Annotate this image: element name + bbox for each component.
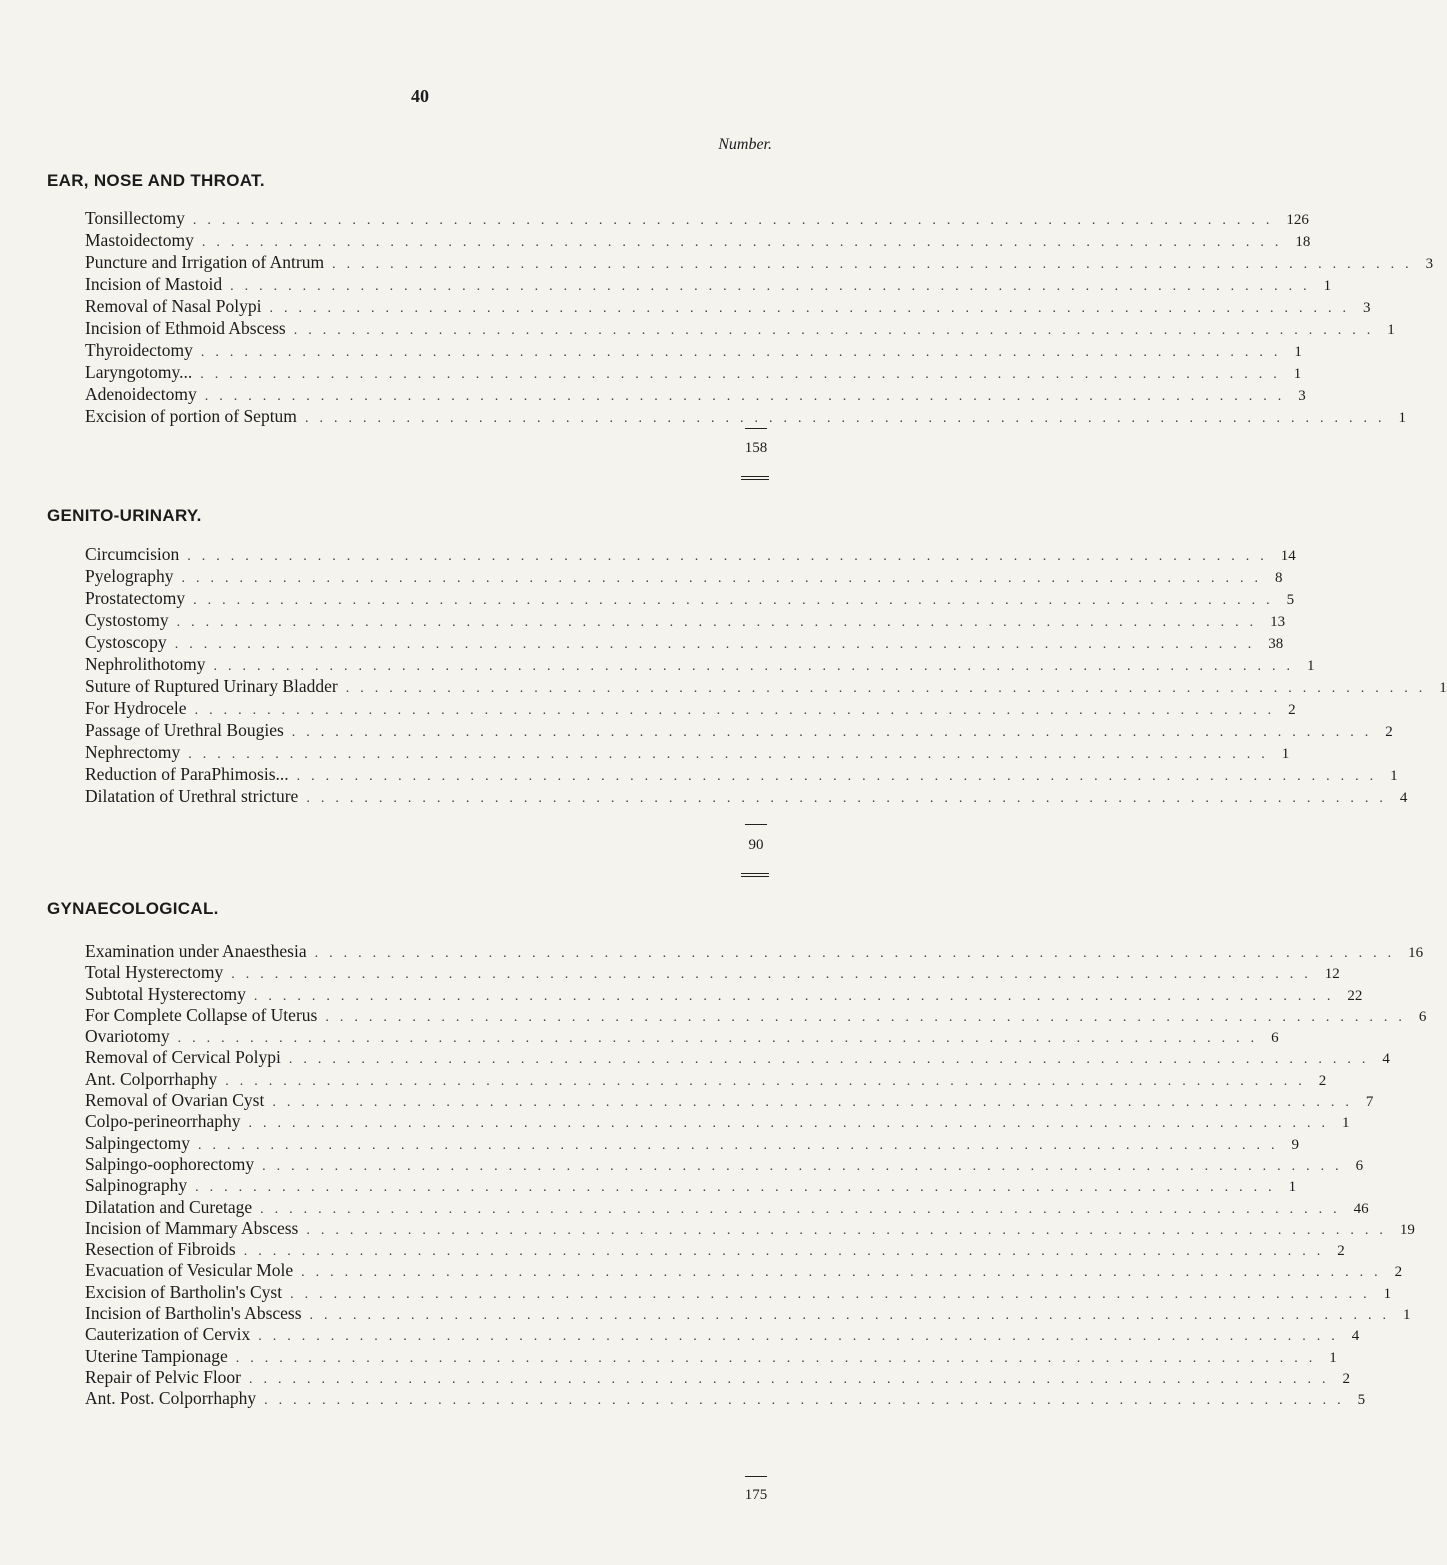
section-title: EAR, NOSE AND THROAT. xyxy=(47,171,265,190)
table-row xyxy=(85,742,1290,764)
procedure-count: 2 xyxy=(1385,724,1393,740)
procedure-label: Incision of Mammary Abscess xyxy=(85,1217,299,1238)
procedure-count: 1 xyxy=(1398,410,1406,426)
leader-dots: ........................................................................... xyxy=(272,1095,1360,1111)
table-row xyxy=(85,208,1309,230)
table-row xyxy=(85,1239,1345,1260)
table-row xyxy=(85,1388,1366,1409)
leader-dots: ........................................................................... xyxy=(264,1393,1352,1409)
procedure-count: 1 xyxy=(1288,1179,1297,1196)
procedure-label: Incision of Ethmoid Abscess xyxy=(85,318,286,338)
table-row xyxy=(85,632,1284,654)
procedure-count: 1 xyxy=(1387,322,1395,338)
procedure-count: 4 xyxy=(1382,1051,1390,1068)
table-row xyxy=(85,1260,1403,1281)
procedure-label: Resection of Fibroids xyxy=(85,1239,236,1260)
leader-dots: ........................................................................... xyxy=(345,681,1434,696)
table-row xyxy=(85,941,1424,962)
procedure-count: 38 xyxy=(1268,636,1284,652)
leader-dots: ........................................................................... xyxy=(194,703,1283,718)
procedure-label: Puncture and Irrigation of Antrum xyxy=(85,252,325,272)
leader-dots: ........................................................................... xyxy=(288,1052,1377,1068)
procedure-label: Colpo-perineorrhaphy xyxy=(85,1111,241,1132)
procedure-label: For Hydrocele xyxy=(85,698,187,718)
leader-dots: ........................................................................... xyxy=(200,367,1288,382)
procedure-label: Cystoscopy xyxy=(85,632,167,652)
procedure-count: 3 xyxy=(1362,300,1371,316)
procedure-count: 1 xyxy=(1293,366,1302,382)
procedure-label: Thyroidectomy xyxy=(85,340,193,360)
table-row xyxy=(85,384,1306,406)
procedure-label: Adenoidectomy xyxy=(85,384,197,404)
procedure-label: Ant. Colporrhaphy xyxy=(85,1068,218,1089)
leader-dots: ........................................................................... xyxy=(213,659,1302,674)
procedure-label: Excision of portion of Septum xyxy=(85,406,297,426)
double-rule xyxy=(741,873,769,877)
leader-dots: ........................................................................... xyxy=(181,571,1269,586)
table-row xyxy=(85,1068,1327,1090)
procedure-count: 1 xyxy=(1307,658,1315,674)
procedure-count: 2 xyxy=(1318,1072,1327,1089)
leader-dots: ........................................................................... xyxy=(304,411,1393,426)
table-row xyxy=(85,1153,1364,1175)
leader-dots: ........................................................................... xyxy=(174,637,1263,652)
leader-dots: ........................................................................... xyxy=(187,549,1275,564)
leader-dots: ........................................................................... xyxy=(314,946,1403,961)
section-genito-urinary xyxy=(47,506,1447,808)
table-row xyxy=(85,1345,1337,1367)
leader-dots: ........................................................................... xyxy=(269,301,1357,316)
table-row xyxy=(85,230,1311,252)
procedure-label: Removal of Cervical Polypi xyxy=(85,1047,281,1068)
table-row xyxy=(85,610,1286,632)
leader-dots: ........................................................................... xyxy=(293,323,1382,338)
table-row xyxy=(85,340,1302,362)
procedure-count: 2 xyxy=(1288,702,1296,718)
leader-dots: ........................................................................... xyxy=(248,1116,1337,1132)
procedure-count: 1 xyxy=(1329,1349,1337,1366)
procedure-label: Salpingectomy xyxy=(85,1132,190,1153)
procedure-count: 7 xyxy=(1365,1094,1374,1111)
procedure-label: Suture of Ruptured Urinary Bladder xyxy=(85,676,338,696)
leader-dots: ........................................................................... xyxy=(306,791,1394,806)
procedure-list xyxy=(85,208,1434,428)
procedure-count: 1 xyxy=(1294,344,1302,360)
procedure-label: Examination under Anaesthesia xyxy=(85,941,307,961)
procedure-label: Dilatation and Curetage xyxy=(85,1196,253,1217)
procedure-count: 1 xyxy=(1439,680,1447,696)
table-row xyxy=(85,1026,1279,1047)
procedure-count: 1 xyxy=(1342,1115,1350,1132)
table-row xyxy=(85,406,1406,428)
leader-dots: ........................................................................... xyxy=(332,257,1420,272)
table-row xyxy=(85,318,1395,340)
table-row xyxy=(85,654,1315,676)
total-rule xyxy=(745,428,767,429)
procedure-count: 2 xyxy=(1337,1243,1345,1260)
procedure-count: 1 xyxy=(1383,1285,1392,1302)
table-row xyxy=(85,296,1371,318)
leader-dots: ........................................................................... xyxy=(192,213,1281,228)
leader-dots: ........................................................................... xyxy=(258,1329,1346,1345)
procedure-count: 3 xyxy=(1298,388,1306,404)
table-row xyxy=(85,1217,1415,1239)
table-row xyxy=(85,544,1296,566)
procedure-label: Excision of Bartholin's Cyst xyxy=(85,1281,283,1302)
procedure-count: 6 xyxy=(1355,1157,1364,1174)
leader-dots: ........................................................................... xyxy=(296,769,1385,784)
procedure-label: Mastoidectomy xyxy=(85,230,194,250)
procedure-label: Nephrolithotomy xyxy=(85,654,206,674)
procedure-count: 3 xyxy=(1425,256,1434,272)
procedure-label: Total Hysterectomy xyxy=(85,962,224,983)
procedure-count: 9 xyxy=(1291,1136,1299,1153)
table-row xyxy=(85,362,1302,384)
procedure-count: 6 xyxy=(1271,1030,1279,1047)
leader-dots: ........................................................................... xyxy=(235,1350,1324,1366)
procedure-count: 6 xyxy=(1418,1008,1427,1025)
table-row xyxy=(85,1047,1390,1068)
procedure-count: 1 xyxy=(1390,768,1398,784)
procedure-label: Repair of Pelvic Floor xyxy=(85,1366,242,1387)
number-column-header: Number. xyxy=(718,136,772,153)
procedure-count: 1 xyxy=(1323,278,1332,294)
procedure-label: Dilatation of Urethral stricture xyxy=(85,786,299,806)
table-row xyxy=(85,698,1296,720)
procedure-count: 16 xyxy=(1408,945,1424,961)
procedure-label: Salpinography xyxy=(85,1175,188,1196)
table-row xyxy=(85,566,1283,588)
procedure-label: Nephrectomy xyxy=(85,742,181,762)
procedure-label: Tonsillectomy xyxy=(85,208,185,228)
table-row xyxy=(85,1111,1350,1132)
table-row xyxy=(85,588,1295,610)
procedure-count: 126 xyxy=(1286,212,1309,228)
table-row xyxy=(85,1004,1427,1026)
total-rule xyxy=(745,824,767,825)
table-row xyxy=(85,1324,1360,1345)
table-row xyxy=(85,764,1398,786)
leader-dots: ........................................................................... xyxy=(290,1286,1378,1302)
procedure-count: 1 xyxy=(1403,1307,1411,1324)
procedure-label: Prostatectomy xyxy=(85,588,186,608)
procedure-label: Reduction of ParaPhimosis... xyxy=(85,764,289,784)
table-row xyxy=(85,274,1332,296)
procedure-count: 5 xyxy=(1357,1392,1366,1409)
table-row xyxy=(85,252,1434,274)
leader-dots: ........................................................................... xyxy=(231,967,1319,983)
procedure-label: Pyelography xyxy=(85,566,174,586)
procedure-label: Cystostomy xyxy=(85,610,169,630)
procedure-label: Removal of Nasal Polypi xyxy=(85,296,262,316)
leader-dots: ........................................................................... xyxy=(253,988,1342,1004)
table-row xyxy=(85,1303,1411,1324)
table-row xyxy=(85,1366,1351,1388)
procedure-list xyxy=(85,941,1427,1410)
procedure-count: 13 xyxy=(1270,614,1286,630)
procedure-label: Incision of Mastoid xyxy=(85,274,223,294)
table-row xyxy=(85,676,1447,698)
table-row xyxy=(85,1090,1374,1111)
procedure-label: Ant. Post. Colporrhaphy xyxy=(85,1388,257,1409)
double-rule xyxy=(741,476,769,480)
table-row xyxy=(85,1132,1299,1154)
procedure-label: Circumcision xyxy=(85,544,180,564)
leader-dots: ........................................................................... xyxy=(306,1222,1394,1238)
procedure-count: 22 xyxy=(1347,987,1363,1004)
procedure-label: Passage of Urethral Bougies xyxy=(85,720,284,740)
leader-dots: ........................................................................... xyxy=(325,1009,1413,1025)
leader-dots: ........................................................................... xyxy=(201,235,1290,250)
table-row xyxy=(85,1175,1297,1196)
procedure-label: Ovariotomy xyxy=(85,1026,170,1047)
table-row xyxy=(85,786,1408,808)
section-ear-nose-throat xyxy=(47,171,1434,428)
procedure-label: Salpingo-oophorectomy xyxy=(85,1153,255,1174)
procedure-label: Cauterization of Cervix xyxy=(85,1324,251,1345)
procedure-label: Subtotal Hysterectomy xyxy=(85,983,246,1004)
procedure-count: 18 xyxy=(1295,234,1311,250)
leader-dots: ........................................................................... xyxy=(188,747,1276,762)
procedure-label: Uterine Tampionage xyxy=(85,1345,228,1366)
leader-dots: ........................................................................... xyxy=(243,1244,1332,1260)
section-total: 90 xyxy=(748,837,764,853)
section-title: GENITO-URINARY. xyxy=(47,506,202,525)
leader-dots: ........................................................................... xyxy=(262,1158,1350,1174)
procedure-label: For Complete Collapse of Uterus xyxy=(85,1004,318,1025)
leader-dots: ........................................................................... xyxy=(195,1180,1283,1196)
procedure-count: 2 xyxy=(1342,1370,1351,1387)
procedure-count: 5 xyxy=(1286,592,1295,608)
leader-dots: ........................................................................... xyxy=(291,725,1380,740)
page-number: 40 xyxy=(411,86,429,106)
leader-dots: ........................................................................... xyxy=(204,389,1293,404)
section-title: GYNAECOLOGICAL. xyxy=(47,899,219,918)
table-row xyxy=(85,983,1363,1005)
procedure-list xyxy=(85,544,1447,808)
total-rule xyxy=(745,1476,767,1477)
table-row xyxy=(85,1281,1392,1303)
leader-dots: ........................................................................... xyxy=(225,1073,1313,1089)
leader-dots: ........................................................................... xyxy=(249,1371,1337,1387)
table-row xyxy=(85,720,1393,742)
leader-dots: ........................................................................... xyxy=(309,1308,1398,1324)
table-row xyxy=(85,962,1340,983)
leader-dots: ........................................................................... xyxy=(177,1031,1266,1047)
leader-dots: ........................................................................... xyxy=(193,593,1281,608)
section-total: 175 xyxy=(744,1487,768,1503)
leader-dots: ........................................................................... xyxy=(176,615,1265,630)
procedure-count: 4 xyxy=(1351,1328,1360,1345)
procedure-label: Evacuation of Vesicular Mole xyxy=(85,1260,294,1281)
procedure-count: 46 xyxy=(1353,1200,1369,1217)
leader-dots: ........................................................................... xyxy=(230,279,1318,294)
procedure-count: 1 xyxy=(1281,746,1290,762)
procedure-label: Incision of Bartholin's Abscess xyxy=(85,1303,302,1324)
procedure-label: Laryngotomy... xyxy=(85,362,193,382)
leader-dots: ........................................................................... xyxy=(260,1201,1348,1217)
procedure-count: 2 xyxy=(1394,1264,1403,1281)
procedure-count: 19 xyxy=(1399,1221,1415,1238)
procedure-count: 8 xyxy=(1274,570,1283,586)
table-row xyxy=(85,1196,1369,1218)
procedure-count: 4 xyxy=(1399,790,1408,806)
procedure-count: 14 xyxy=(1280,548,1296,564)
leader-dots: ........................................................................... xyxy=(200,345,1289,360)
section-total: 158 xyxy=(744,440,768,456)
leader-dots: ........................................................................... xyxy=(197,1137,1286,1153)
procedure-label: Removal of Ovarian Cyst xyxy=(85,1090,265,1111)
procedure-count: 12 xyxy=(1324,966,1340,983)
leader-dots: ........................................................................... xyxy=(301,1265,1389,1281)
section-gynaecological xyxy=(47,899,1427,1410)
